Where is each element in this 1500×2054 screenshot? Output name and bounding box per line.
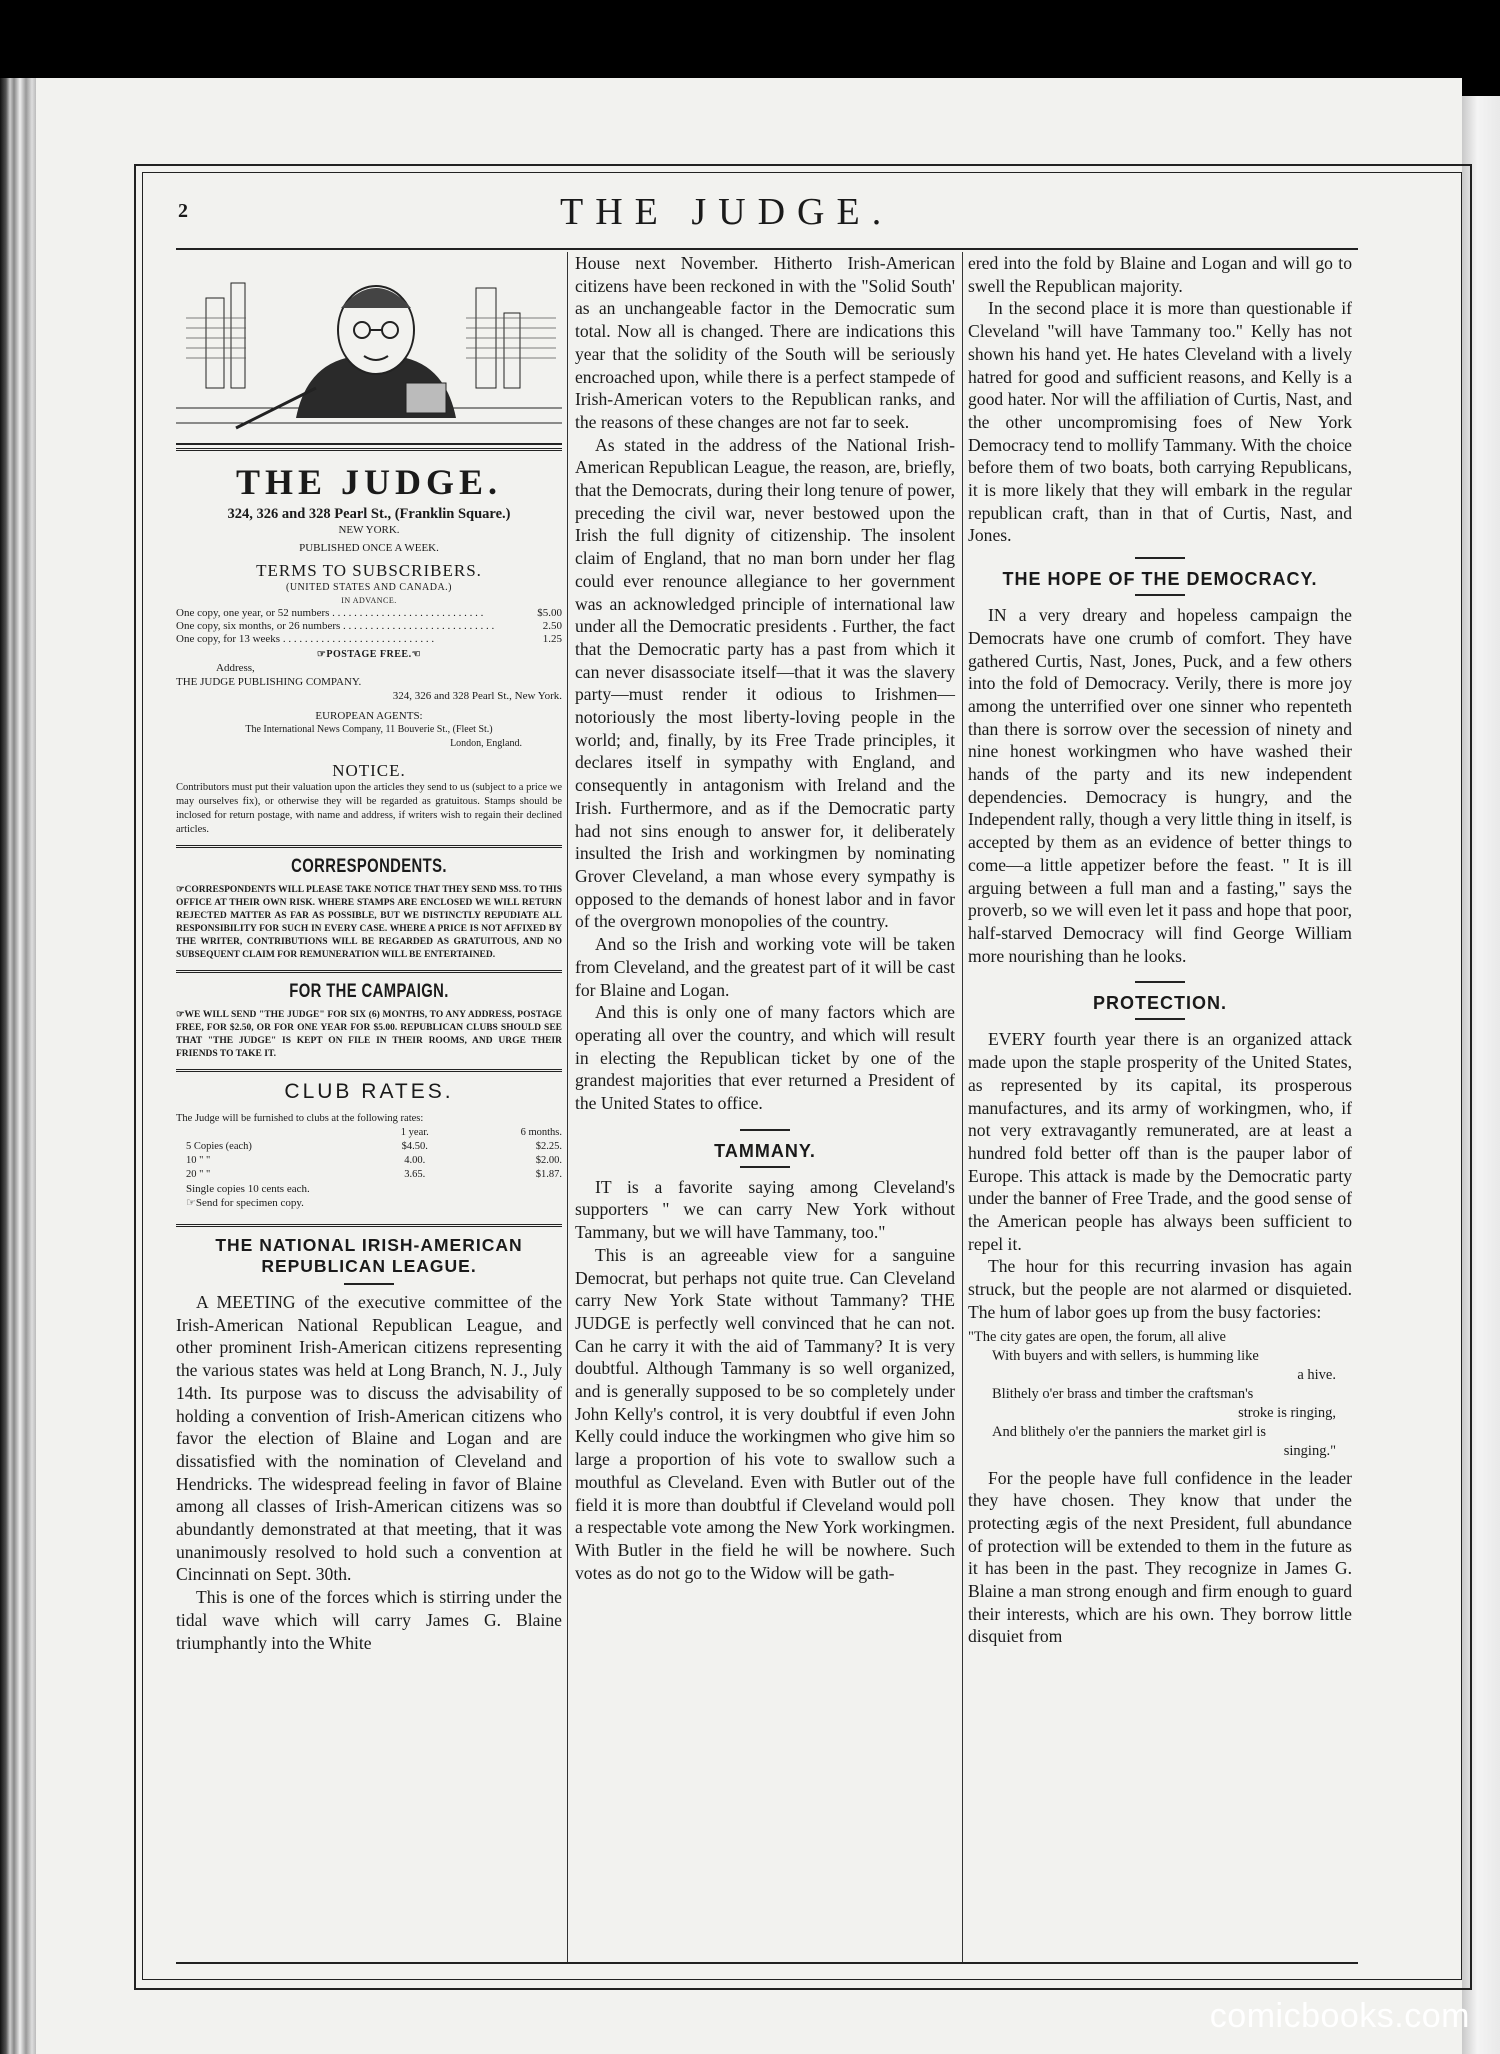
column-2 [575, 252, 955, 1584]
terms-in-advance: IN ADVANCE. [341, 596, 397, 605]
section-rule [176, 845, 562, 848]
paragraph: This is one of the forces which is stirring under the tidal wave which will carry James G. Blaine triumphantly into the White [176, 1587, 562, 1653]
club-rates-intro: The Judge will be furnished to clubs at the following rates: [176, 1113, 424, 1124]
paragraph: As stated in the address of the National Irish-American Republican League, the reason, are, briefly, that the Democrats, during their long tenure of power, preceding the civil war, never bestowed upon the Irish the full dignity of citizenship. The insolent claim of England, that no man born under her flag could ever renounce allegiance to her government was an acknowledged principle of international law under all the Democratic presidents . Further, the fact that the Democratic party has a past from which it can never disassociate itself—that it was the slavery party—must render it odious to Irishmen—notoriously the most liberty-loving people in the world; and, finally, by its Free Trade principles, it declares itself in sympathy with England, and consequently in antagonism with Ireland and the Irish. Furthermore, and as if the Democratic party had not sins enough to answer for, it deliberately insulted the Irish and workingmen by nominating Grover Cleveland, a man whose every sympathy is opposed to the demands of honest labor and in favor of the overgrown monopolies of the country. [575, 434, 955, 932]
table-row: 1 year. 6 months. [400, 1127, 562, 1138]
league-article-title: THE NATIONAL IRISH-AMERICAN REPUBLICAN LEAGUE. [215, 1235, 523, 1276]
poem-line: With buyers and with sellers, is humming like [992, 1347, 1259, 1364]
column-divider-2 [962, 252, 963, 1962]
price-row: One copy, for 13 weeks . . . 1.25 [176, 633, 562, 646]
section-rule [176, 1069, 562, 1072]
table-row: 10 " " 4.00. $2.00. [186, 1155, 562, 1166]
publication-frequency: PUBLISHED ONCE A WEEK. [299, 542, 439, 554]
paragraph: A MEETING of the executive committee of the Irish-American National Republican League, and other prominent Irish-American citizens representing the various states was held at Long Branch, N. J., July 14th. Its purpose was to discuss the advisability of holding a convention of Irish-American citizens who favor the election of Blaine and Logan and are dissatisfied with the nomination of Cleveland and Hendricks. The widespread feeling in favor of Blaine among all classes of Irish-American citizens was so abundantly demonstrated at that meeting, that it was unanimously resolved to hold such a convention at Cincinnati on Sept. 30th. [176, 1292, 562, 1585]
terms-subtitle: (UNITED STATES AND CANADA.) [285, 582, 453, 593]
judge-caricature-image [176, 258, 562, 448]
poem-line: a hive. [1297, 1366, 1336, 1383]
paragraph: In the second place it is more than questionable if Cleveland "will have Tammany too." Kelly has not shown his hand yet. He hates Cleveland with a lively hatred for good and sufficient reasons, and Kelly is a good hater. Nor will the affiliation of Curtis, Nast, and the other uncompromising foes of New York Democracy tend to mollify Tammany. With the choice before them of two boats, both carrying Republicans, it is more likely that they will embark in the regular republican craft, than in that of Curtis, Nast, and Jones. [968, 298, 1352, 546]
paragraph: And so the Irish and working vote will be taken from Cleveland, and the greatest part of it will be cast for Blaine and Logan. [575, 934, 955, 1000]
editor-illustration [176, 258, 562, 451]
paragraph: The hour for this recurring invasion has again struck, but the people are not alarmed or disquieted. The hum of labor goes up from the busy factories: [968, 1256, 1352, 1322]
paragraph: IT is a favorite saying among Cleveland's supporters " we can carry New York without Tammany, but we will have Tammany, too." [575, 1176, 955, 1243]
section-rule [176, 1224, 562, 1227]
page-number: 2 [178, 200, 188, 222]
club-rates-table [176, 1126, 562, 1182]
title-rule [1135, 594, 1185, 596]
poem-line: Blithely o'er brass and timber the craftsman's [992, 1385, 1254, 1402]
price-row: One copy, six months, or 26 numbers . . . 2.50 [176, 620, 562, 633]
section-rule [1135, 981, 1185, 983]
club-rates-title: CLUB RATES. [284, 1080, 454, 1103]
notice-text: Contributors must put their valuation upon the articles they send to us (subject to a price we may ourselves fix), or otherwise they will be regarded as gratuitous. Stamps should be inclosed for return postage, with name and address, if writers wish to regain their declined articles. [176, 782, 562, 835]
campaign-title: FOR THE CAMPAIGN. [289, 981, 449, 1002]
masthead-rule [176, 248, 1358, 250]
european-agents-line2: London, England. [450, 738, 522, 749]
campaign-text: ☞WE WILL SEND "THE JUDGE" FOR SIX (6) MONTHS, TO ANY ADDRESS, POSTAGE FREE, FOR $2.50, OR FOR ONE YEAR FOR $5.00. REPUBLICAN CLUBS SHOULD SEE THAT "THE JUDGE" IS KEPT ON FILE IN THEIR ROOMS, AND URGE THEIR FRIENDS TO TAKE IT. [176, 1010, 562, 1059]
company-name: THE JUDGE PUBLISHING COMPANY. [176, 676, 362, 688]
paragraph: And this is only one of many factors which are operating all over the country, and which will result in electing the Republican ticket by one of the grandest majorities that ever returned a President of the United States to office. [575, 1002, 955, 1114]
book-binding [0, 78, 36, 2054]
specimen-copy: ☞Send for specimen copy. [186, 1197, 304, 1209]
price-list [176, 607, 562, 646]
section-rule [740, 1129, 790, 1131]
european-agents-line1: The International News Company, 11 Bouverie St., (Fleet St.) [245, 724, 493, 735]
poem-line: And blithely o'er the panniers the market girl is [992, 1423, 1267, 1440]
protection-title: PROTECTION. [1092, 993, 1227, 1014]
paragraph: IN a very dreary and hopeless campaign the Democrats have one crumb of comfort. They have gathered Curtis, Nast, Jones, Puck, and a few others into the fold of Democracy. Verily, there is more joy among the unterrified over one sinner who repenteth than there is sorrow over the secession of ninety and nine honest workingmen who have washed their hands of the party and its new independent dependencies. Democracy is hungry, and the Independent rally, though a very little thing in itself, is accepted by them as an evidence of better things to come—a little appetizer before the feast. " It is ill arguing between a full man and a fasting," says the proverb, so we will even let it pass and hope that poor, half-starved Democracy will find George William more nourishing than he looks. [968, 605, 1352, 966]
poem-line: stroke is ringing, [1238, 1404, 1336, 1421]
section-rule [176, 970, 562, 973]
column-1 [176, 252, 562, 1654]
publication-address: 324, 326 and 328 Pearl St., (Franklin Square.) [227, 506, 511, 522]
table-row: 20 " " 3.65. $1.87. [186, 1169, 562, 1180]
masthead-title: THE JUDGE. [560, 191, 894, 233]
column-divider-1 [567, 252, 568, 1962]
paragraph: House next November. Hitherto Irish-American citizens have been reckoned in with the "Solid South' as an unchangeable factor in the Democratic sum total. Now all is changed. There are indications this year that the solidity of the South will be seriously encroached upon, while there is a perfect stampede of Irish-American voters to the Republican ranks, and the reasons of these changes are not far to seek. [575, 253, 955, 432]
publication-city: NEW YORK. [338, 524, 400, 536]
hope-of-democracy-title: THE HOPE OF THE DEMOCRACY. [1002, 569, 1318, 590]
title-rule [344, 1283, 394, 1285]
address-label: Address, [216, 662, 255, 674]
title-rule [740, 1166, 790, 1168]
european-agents-title: EUROPEAN AGENTS: [315, 710, 423, 722]
page-bottom-rule [176, 1962, 1358, 1964]
title-rule [1135, 1018, 1185, 1020]
poem-quote [968, 1328, 1352, 1461]
paragraph: ered into the fold by Blaine and Logan and will go to swell the Republican majority. [968, 253, 1352, 296]
postage-free: ☞POSTAGE FREE.☜ [316, 649, 422, 660]
paragraph: This is an agreeable view for a sanguine Democrat, but perhaps not quite true. Can Cleveland carry New York State without Tammany? THE JUDGE is perfectly well convinced that he can not. Can he carry it with the aid of Tammany? It is very doubtful. Although Tammany is so well organized, and is generally supposed to be so completely under John Kelly's control, it is very doubtful if even John Kelly could induce the workingmen who give him so large a proportion of his vote to swallow such a mouthful as Cleveland. Even with Butler out of the field it is more than doubtful if Cleveland would poll a respectable vote among the New York workingmen. With Butler in the field he will be nowhere. Such votes as do not go to the Widow will be gath- [575, 1244, 955, 1583]
publication-name: THE JUDGE. [235, 462, 503, 502]
table-row: 5 Copies (each) $4.50. $2.25. [186, 1141, 562, 1152]
tammany-title: TAMMANY. [714, 1140, 816, 1161]
league-article-body [176, 1291, 562, 1654]
correspondents-text: ☞CORRESPONDENTS WILL PLEASE TAKE NOTICE THAT THEY SEND MSS. TO THIS OFFICE AT THEIR OWN RISK. WHERE STAMPS ARE ENCLOSED WE WILL RETURN REJECTED MATTER AS FAR AS POSSIBLE, BUT WE DISTINCTLY REPUDIATE ALL RESPONSIBILITY FOR SUCH IN EVERY CASE. WHERE A PRICE IS NOT AFFIXED BY THE WRITER, CONTRIBUTIONS WILL BE REGARDED AS GRATUITOUS, AND NO SUBSEQUENT CLAIM FOR REMUNERATION WILL BE ENTERTAINED. [176, 885, 562, 960]
company-address: 324, 326 and 328 Pearl St., New York. [392, 690, 562, 702]
correspondents-title: CORRESPONDENTS. [291, 856, 447, 877]
paragraph: EVERY fourth year there is an organized attack made upon the staple prosperity of the United States, as represented by its capital, its prosperous manufactures, and its army of workingmen, who, if not very extravagantly remunerated, are at least a hundred fold better off than is the pauper labor of Europe. This attack is made by the Democratic party under the banner of Free Trade, and the good sense of the American people has always been sufficient to repel it. [968, 1029, 1352, 1254]
price-row: One copy, one year, or 52 numbers . . . $5.00 [176, 607, 562, 620]
terms-title: TERMS TO SUBSCRIBERS. [256, 561, 482, 580]
section-rule [1135, 557, 1185, 559]
column-3 [968, 252, 1352, 1648]
poem-line: "The city gates are open, the forum, all alive [968, 1328, 1226, 1345]
poem-line: singing." [1283, 1442, 1336, 1459]
single-copies: Single copies 10 cents each. [186, 1183, 310, 1195]
paragraph: For the people have full confidence in the leader they have chosen. They know that under the protecting ægis of the next President, full abundance of protection will be extended to them in the future as it has been in the past. They recognize in James G. Blaine a man strong enough and firm enough to guard their interests, which are his own. They borrow little disquiet from [968, 1467, 1352, 1647]
notice-title: NOTICE. [332, 761, 406, 780]
site-watermark: comicbooks.com [1209, 1997, 1470, 2035]
